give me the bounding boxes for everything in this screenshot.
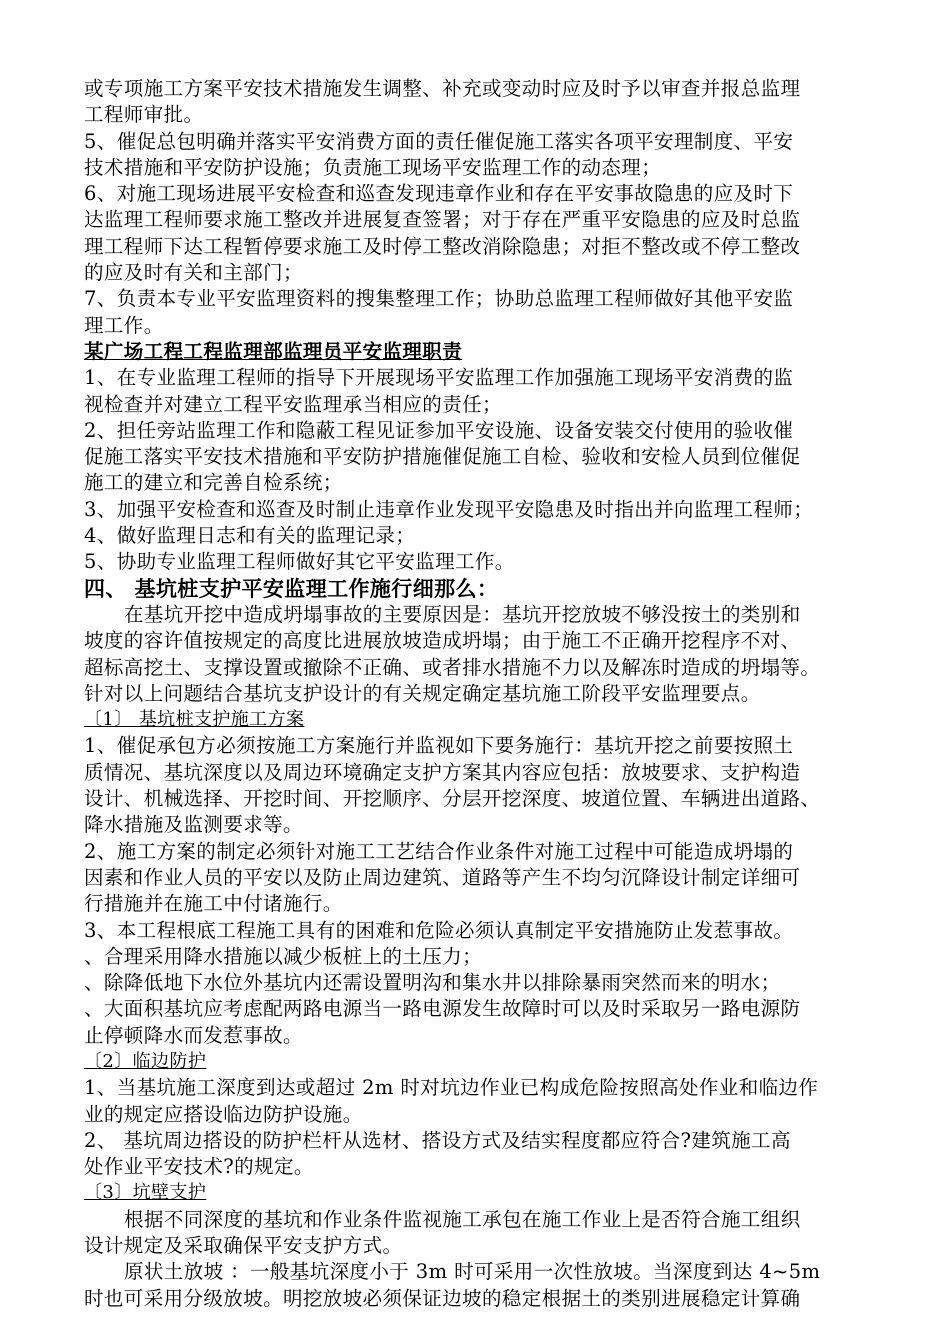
text-line: 行措施并在施工中付诸施行。 — [84, 892, 343, 916]
text-line: 根据不同深度的基坑和作业条件监视施工承包在施工作业上是否符合施工组织 — [124, 1207, 801, 1231]
text-line: 2、施工方案的制定必须针对施工工艺结合作业条件对施工过程中可能造成坍塌的 — [84, 839, 794, 863]
text-line: 在基坑开挖中造成坍塌事故的主要原因是：基坑开挖放坡不够没按土的类别和 — [124, 602, 801, 626]
text-line: 工程师审批。 — [84, 103, 204, 127]
text-line: 达监理工程师要求施工整改并进展复查签署；对于存在严重平安隐患的应及时总监 — [84, 208, 801, 232]
text-line: 1、催促承包方必须按施工方案施行并监视如下要务施行：基坑开挖之前要按照土 — [84, 734, 794, 758]
section-heading: 四、 基坑桩支护平安监理工作施行细那么： — [84, 576, 499, 601]
text-line: 质情况、基坑深度以及周边环境确定支护方案其内容应包括：放坡要求、支护构造 — [84, 760, 801, 784]
subsection-title: 〔2〕临边防护 — [84, 1050, 207, 1072]
text-line: 超标高挖土、支撑设置或撤除不正确、或者排水措施不力以及解冻时造成的坍塌等。 — [84, 655, 821, 679]
text-line: 1、在专业监理工程师的指导下开展现场平安监理工作加强施工现场平安消费的监 — [84, 366, 794, 390]
text-line: 的应及时有关和主部门； — [84, 261, 303, 285]
text-line: 技术措施和平安防护设施；负责施工现场平安监理工作的动态理； — [84, 155, 662, 179]
text-line: 促施工落实平安技术措施和平安防护措施催促施工自检、验收和安检人员到位催促 — [84, 445, 801, 469]
text-line: 原状土放坡 ：一般基坑深度小于 3m 时可采用一次性放坡。当深度到达 4~5m — [124, 1260, 821, 1284]
text-line: 因素和作业人员的平安以及防止周边建筑、道路等产生不均匀沉降设计制定详细可 — [84, 865, 801, 889]
section4 — [84, 576, 904, 1312]
section3-continuation — [84, 76, 904, 339]
text-line: 、大面积基坑应考虑配两路电源当一路电源发生故障时可以及时采取另一路电源防 — [84, 997, 801, 1021]
text-line: 或专项施工方案平安技术措施发生调整、补充或变动时应及时予以审查并报总监理 — [84, 77, 801, 100]
document-page — [84, 76, 904, 1312]
text-line: 6、对施工现场进展平安检查和巡查发现违章作业和存在平安事故隐患的应及时下 — [84, 182, 794, 206]
text-line: 4、做好监理日志和有关的监理记录； — [84, 524, 416, 548]
text-line: 、除降低地下水位外基坑内还需设置明沟和集水井以排除暴雨突然而来的明水； — [84, 971, 781, 995]
subsection-title: 〔3〕坑壁支护 — [84, 1182, 207, 1204]
text-line: 3、本工程根底工程施工具有的困难和危险必须认真制定平安措施防止发惹事故。 — [84, 918, 794, 942]
text-line: 设计、机械选择、开挖时间、开挖顺序、分层开挖深度、坡道位置、车辆进出道路、 — [84, 787, 821, 811]
section-heading: 某广场工程工程监理部监理员平安监理职责 — [84, 339, 463, 363]
text-line: 时也可采用分级放坡。明挖放坡必须保证边坡的稳定根据土的类别进展稳定计算确 — [84, 1286, 801, 1310]
text-line: 针对以上问题结合基坑支护设计的有关规定确定基坑施工阶段平安监理要点。 — [84, 681, 761, 705]
text-line: 、合理采用降水措施以减少板桩上的土压力； — [84, 944, 483, 968]
text-line: 理工程师下达工程暂停要求施工及时停工整改消除隐患；对拒不整改或不停工整改 — [84, 234, 801, 258]
text-line: 设计规定及采取确保平安支护方式。 — [84, 1234, 403, 1258]
text-line: 降水措施及监测要求等。 — [84, 813, 303, 837]
supervisor-section — [84, 339, 904, 576]
text-line: 3、加强平安检查和巡查及时制止违章作业发现平安隐患及时指出并向监理工程师； — [84, 497, 814, 521]
text-line: 2、担任旁站监理工作和隐蔽工程见证参加平安设施、设备安装交付使用的验收催 — [84, 418, 794, 442]
text-line: 5、协助专业监理工程师做好其它平安监理工作。 — [84, 550, 515, 574]
text-line: 坡度的容许值按规定的高度比进展放坡造成坍塌；由于施工不正确开挖程序不对、 — [84, 629, 801, 653]
text-line: 1、当基坑施工深度到达或超过 2m 时对坑边作业已构成危险按照高处作业和临边作 — [84, 1076, 819, 1100]
subsection-title: 〔1〕 基坑桩支护施工方案 — [84, 709, 305, 731]
text-line: 处作业平安技术?的规定。 — [84, 1155, 314, 1179]
text-line: 止停顿降水而发惹事故。 — [84, 1023, 303, 1047]
text-line: 2、 基坑周边搭设的防护栏杆从选材、搭设方式及结实程度都应符合?建筑施工高 — [84, 1128, 791, 1152]
text-line: 理工作。 — [84, 313, 164, 337]
text-line: 施工的建立和完善自检系统； — [84, 471, 343, 495]
text-line: 业的规定应搭设临边防护设施。 — [84, 1102, 363, 1126]
text-line: 视检查并对建立工程平安监理承当相应的责任； — [84, 392, 502, 416]
text-line: 5、催促总包明确并落实平安消费方面的责任催促施工落实各项平安理制度、平安 — [84, 129, 794, 153]
text-line: 7、负责本专业平安监理资料的搜集整理工作；协助总监理工程师做好其他平安监 — [84, 287, 794, 311]
